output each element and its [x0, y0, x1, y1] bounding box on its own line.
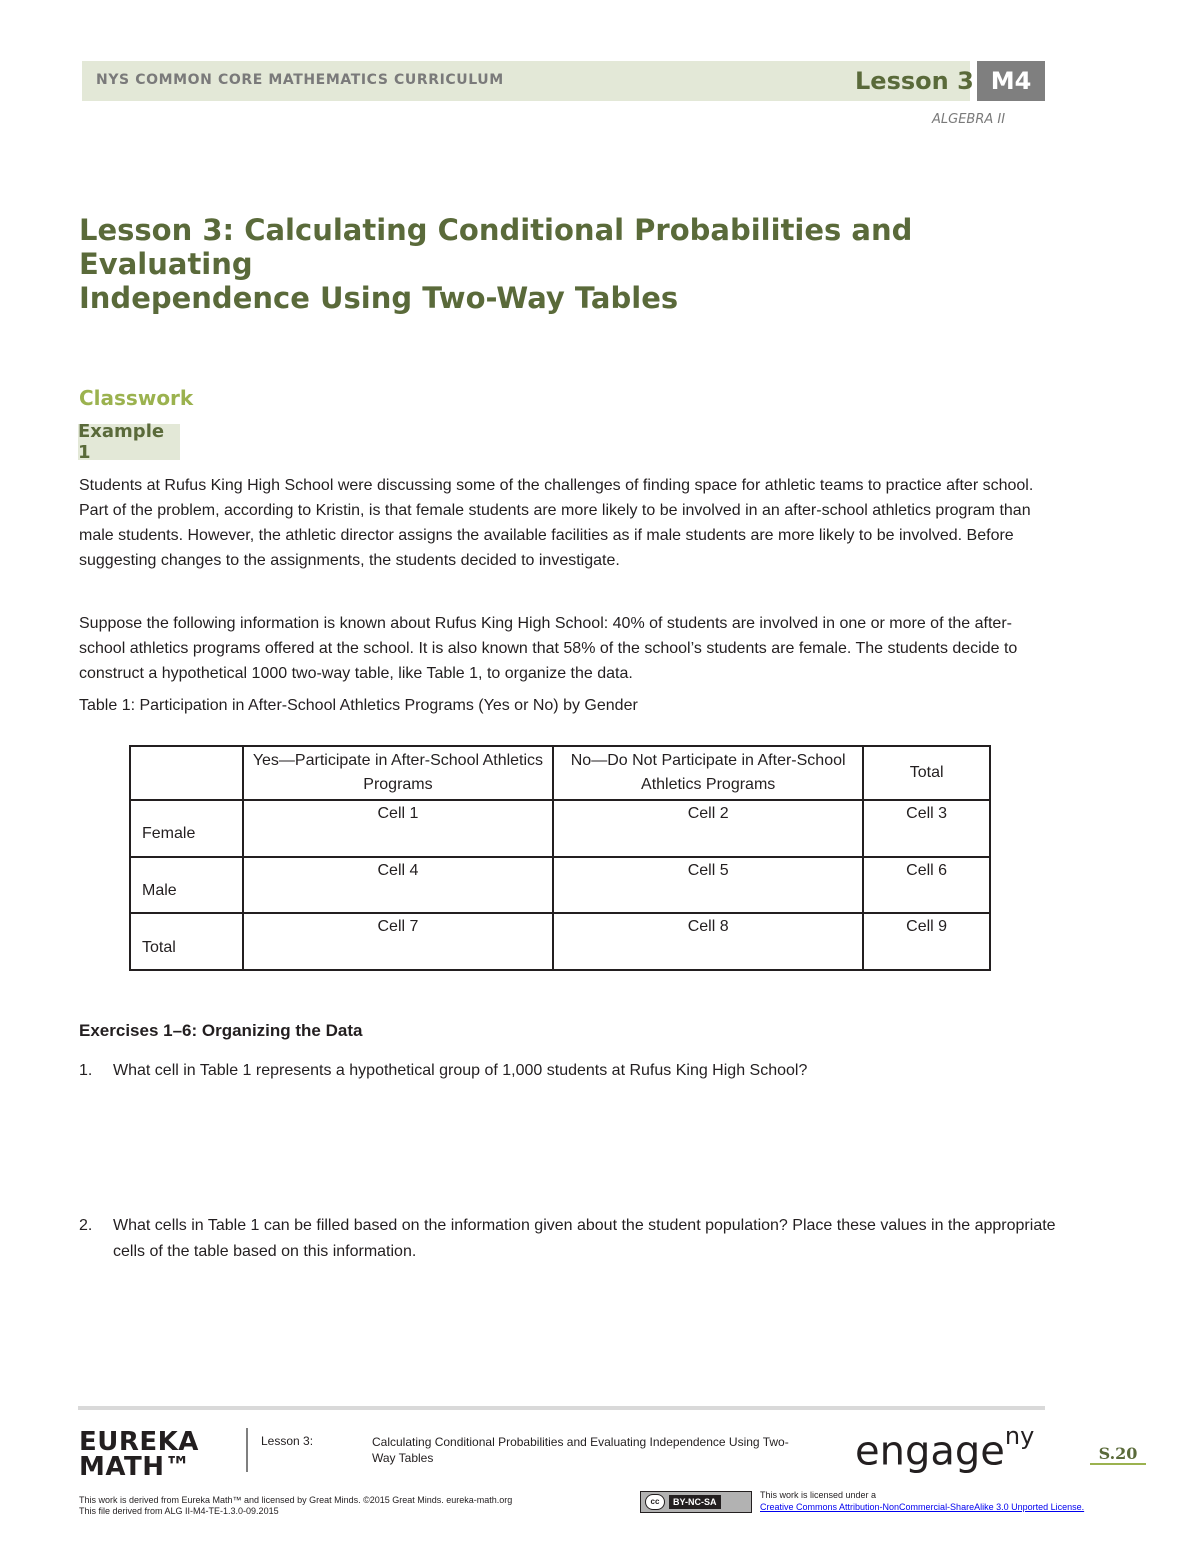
license-text: This work is licensed under a [760, 1490, 877, 1500]
license-link[interactable]: Creative Commons Attribution-NonCommercial-ShareAlike 3.0 Unported License. [760, 1502, 1085, 1512]
exercise-item [79, 1058, 1059, 1084]
row-label: Female [130, 800, 243, 857]
table-header-cell: Yes—Participate in After-School Athletics Programs [243, 746, 553, 800]
table-header-row [130, 746, 990, 800]
footer-license [760, 1489, 1084, 1513]
page-number: S.20 [1090, 1444, 1146, 1465]
eureka-logo-line1: EUREKA [79, 1427, 199, 1457]
derived-line-2: This file derived from ALG II-M4-TE-1.3.0-09.2015 [79, 1506, 279, 1516]
table-row [130, 857, 990, 914]
table-cell: Cell 1 [243, 800, 553, 857]
row-label: Male [130, 857, 243, 914]
cc-badge-label: BY-NC-SA [669, 1495, 721, 1509]
exercises-heading: Exercises 1–6: Organizing the Data [79, 1021, 363, 1040]
cc-icon: cc [645, 1494, 665, 1510]
table-cell: Cell 8 [553, 913, 863, 970]
engage-sup: ny [1004, 1422, 1035, 1450]
footer-derived-note [79, 1495, 512, 1517]
classwork-heading: Classwork [79, 386, 194, 410]
lesson-label: Lesson 3 [855, 67, 974, 95]
table-row [130, 800, 990, 857]
table-cell: Cell 5 [553, 857, 863, 914]
row-label: Total [130, 913, 243, 970]
footer-lesson-label: Lesson 3: [261, 1434, 314, 1448]
module-badge: M4 [977, 61, 1045, 101]
footer-divider [246, 1428, 248, 1472]
exercise-text: What cells in Table 1 can be filled based on the information given about the student population? Place these values in the appropriate cells of the table based on this information. [113, 1217, 1056, 1260]
table-cell: Cell 7 [243, 913, 553, 970]
footer-rule [78, 1406, 1045, 1410]
exercise-number: 1. [79, 1062, 93, 1079]
eureka-math-logo [79, 1427, 199, 1482]
curriculum-label: NYS COMMON CORE MATHEMATICS CURRICULUM [96, 72, 504, 88]
table-cell: Cell 6 [863, 857, 990, 914]
table-header-cell [130, 746, 243, 800]
table-cell: Cell 2 [553, 800, 863, 857]
course-label: ALGEBRA II [932, 112, 1006, 127]
table-header-cell: No—Do Not Participate in After-School Athletics Programs [553, 746, 863, 800]
info-paragraph: Suppose the following information is known about Rufus King High School: 40% of students are involved in one or more of the after-school athletics programs offered at the school. It is also known that 58% of the school’s students are female. The students decide to construct a hypothetical 1000 two-way table, like Table 1, to organize the data. [79, 615, 1018, 682]
table-cell: Cell 9 [863, 913, 990, 970]
page-title-line2: Independence Using Two-Way Tables [79, 281, 679, 315]
exercise-text: What cell in Table 1 represents a hypothetical group of 1,000 students at Rufus King High School? [113, 1062, 808, 1079]
derived-line-1: This work is derived from Eureka Math™ and licensed by Great Minds. ©2015 Great Minds. eureka-math.org [79, 1495, 513, 1505]
intro-paragraph: Students at Rufus King High School were discussing some of the challenges of finding space for athletic teams to practice after school. Part of the problem, according to Kristin, is that female students are more likely to be involved in an after-school athletics program than male students. However, the athletic director assigns the available facilities as if male students are more likely to be involved. Before suggesting changes to the assignments, the students decided to investigate. [79, 477, 1034, 569]
two-way-table [129, 745, 991, 971]
exercise-item [79, 1213, 1059, 1265]
page-title-line1: Lesson 3: Calculating Conditional Probabilities and Evaluating [79, 213, 913, 281]
table-header-cell: Total [863, 746, 990, 800]
table-caption: Table 1: Participation in After-School Athletics Programs (Yes or No) by Gender [79, 697, 638, 714]
engageny-logo [855, 1422, 1035, 1475]
example-label: Example 1 [78, 424, 180, 460]
creative-commons-badge[interactable] [640, 1491, 752, 1513]
table-cell: Cell 3 [863, 800, 990, 857]
footer-lesson-title: Calculating Conditional Probabilities and Evaluating Independence Using Two-Way Tables [372, 1435, 789, 1465]
engage-text: engage [855, 1428, 1005, 1475]
table-cell: Cell 4 [243, 857, 553, 914]
table-row [130, 913, 990, 970]
eureka-logo-line2: MATH™ [79, 1452, 191, 1482]
exercise-number: 2. [79, 1217, 93, 1234]
